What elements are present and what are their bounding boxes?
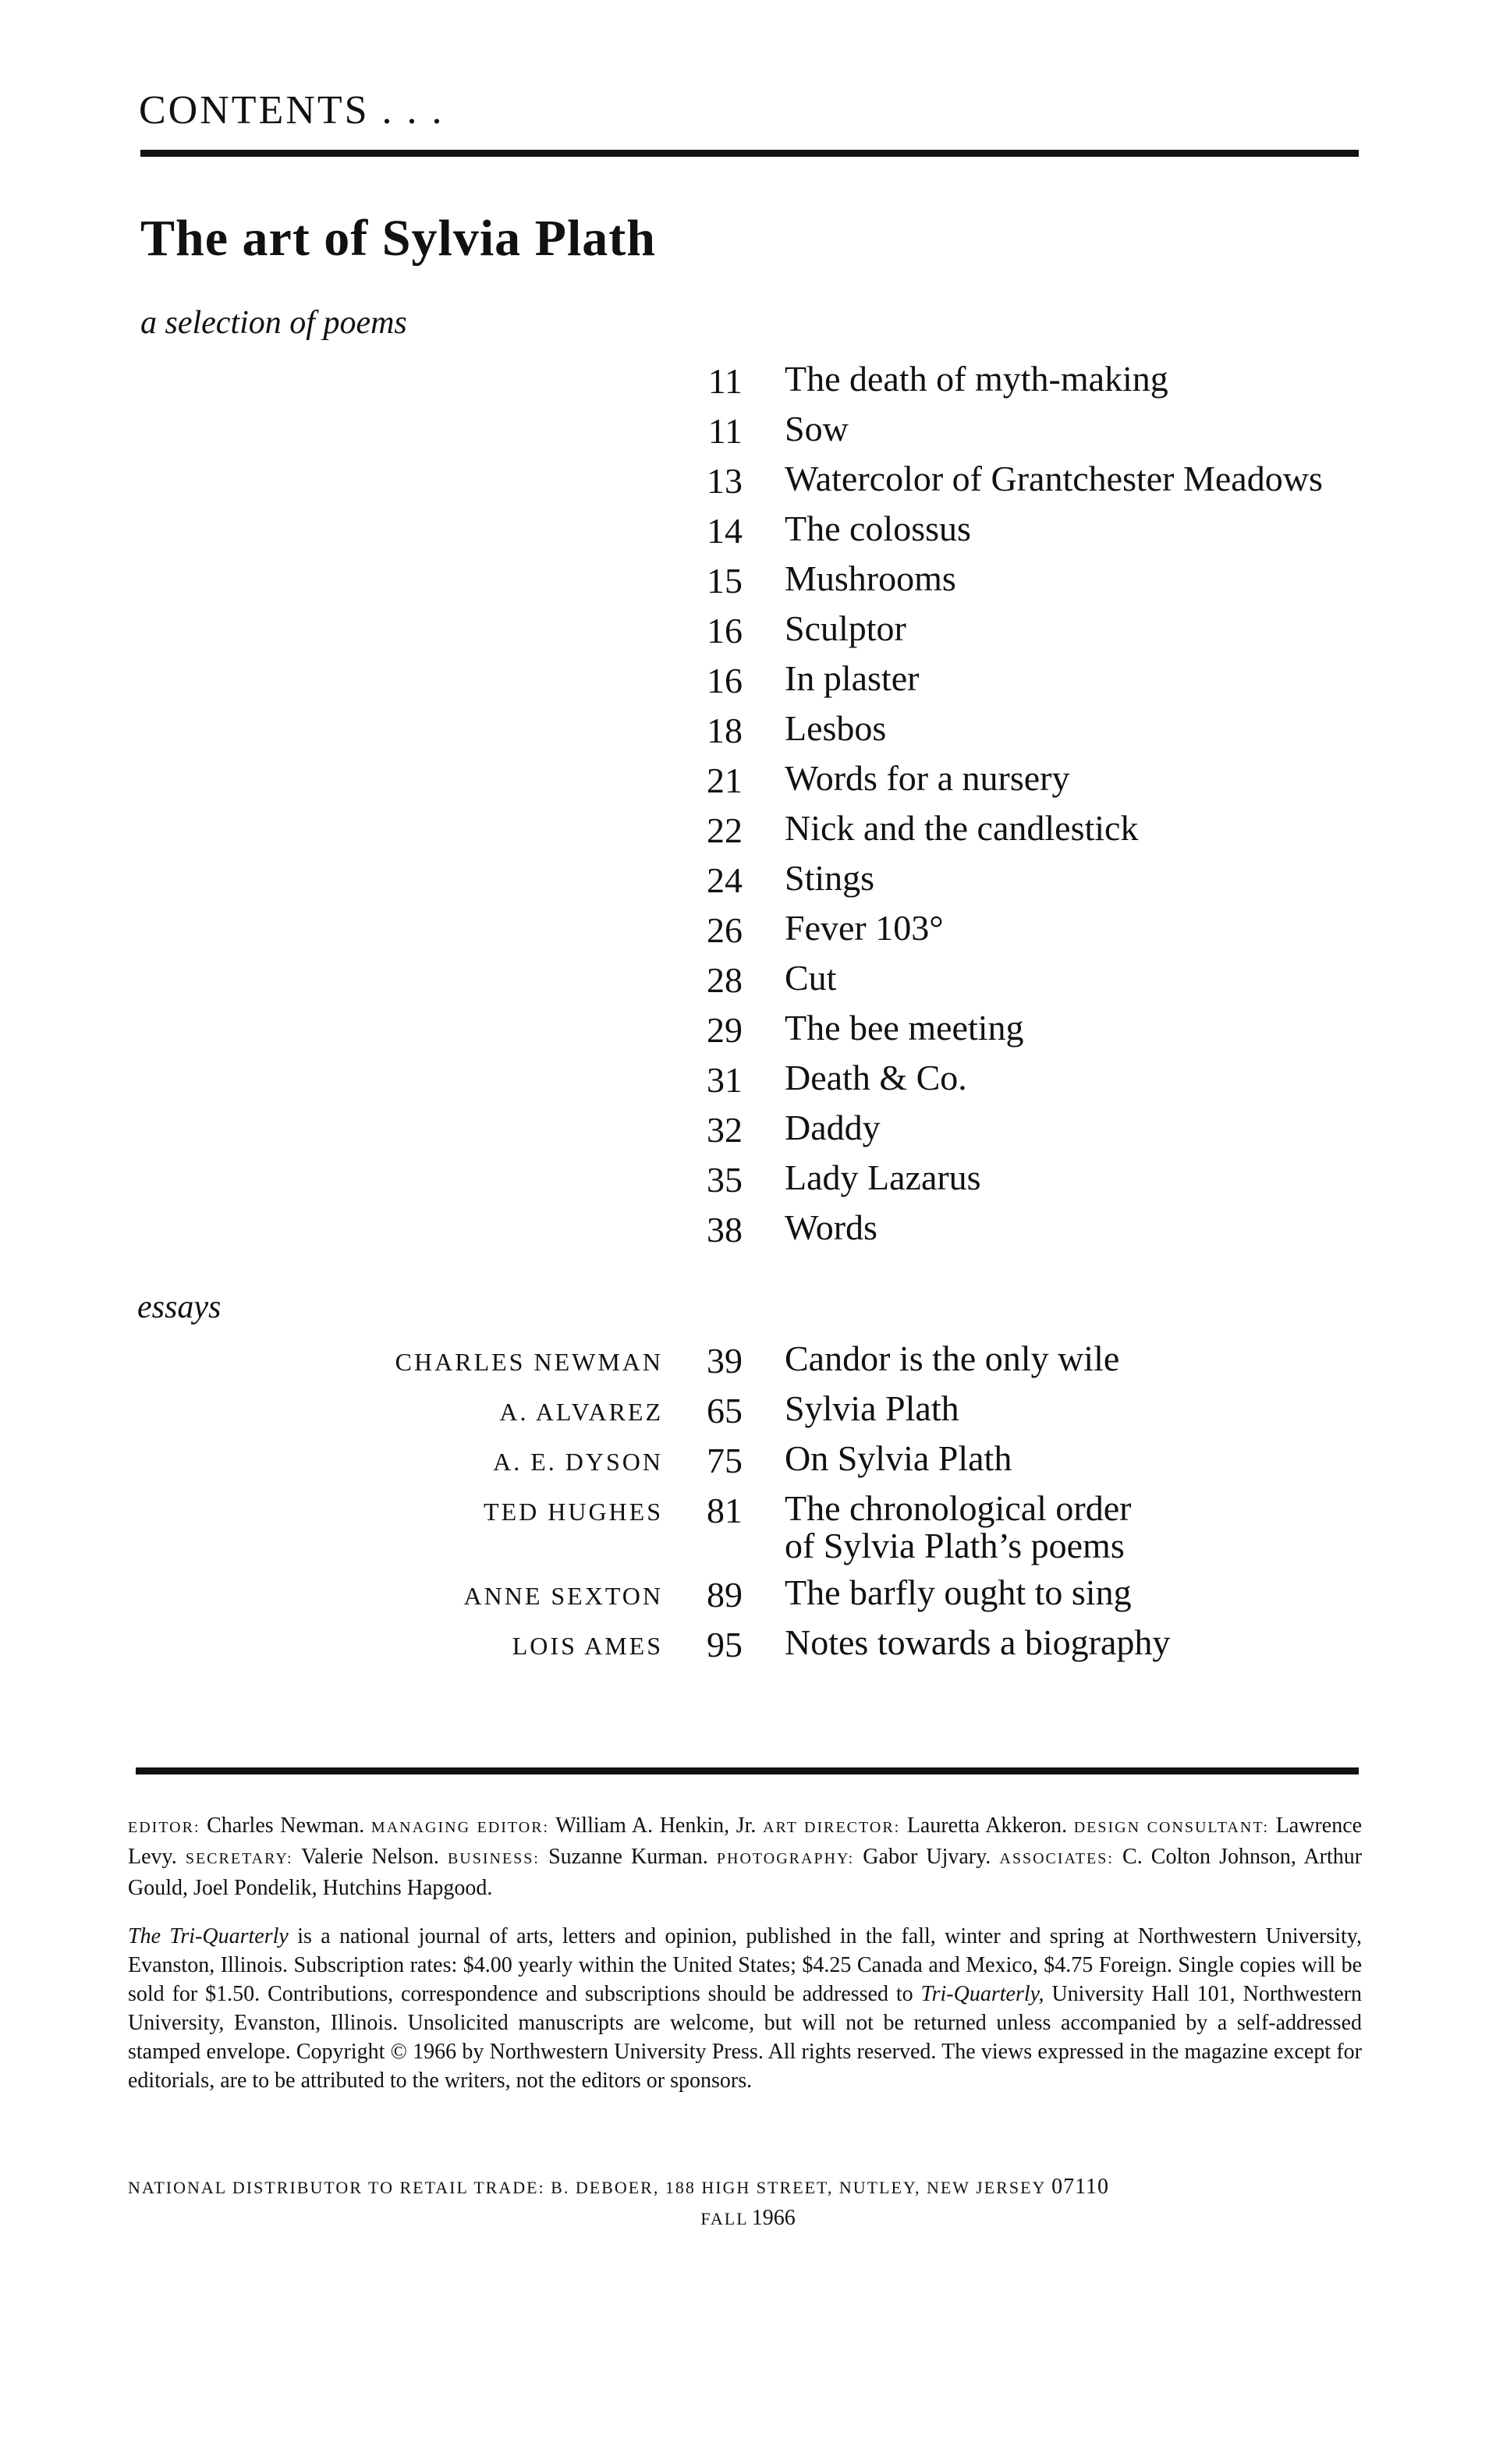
poem-title: The bee meeting — [785, 1008, 1024, 1048]
publication-text: is a national journal of arts, letters and opinion, published in the fall, winter and spring at Northwestern University, Evanston, Illinois. Subscription rates: $4.00 yearly within the United States; $4.25 Canada and Mexico, $4.75 Foreign. Single copies will be sold for $1.50. Contributions, correspondence and subscriptions should be addressed to — [128, 1924, 1362, 2006]
page-number: 38 — [707, 1210, 743, 1250]
essay-author: A. ALVAREZ — [499, 1398, 663, 1426]
essay-entry — [0, 1624, 1496, 1671]
staff-name: C. Colton Johnson, Arthur Gould, Joel Pondelik, Hutchins Hapgood. — [128, 1845, 1363, 1900]
poem-title: Sow — [785, 409, 849, 448]
poem-title: Words — [785, 1207, 877, 1247]
section-title: The art of Sylvia Plath — [140, 210, 656, 267]
poem-entry — [0, 660, 1496, 707]
page-number: 15 — [707, 561, 743, 601]
poem-entry — [0, 1009, 1496, 1056]
essay-entry — [0, 1390, 1496, 1437]
poem-title: Mushrooms — [785, 558, 956, 598]
poem-entry — [0, 959, 1496, 1006]
page-number: 89 — [707, 1575, 743, 1615]
page-number: 21 — [707, 760, 743, 800]
poem-title: Words for a nursery — [785, 758, 1070, 798]
staff-name: William A. Henkin, Jr. — [555, 1813, 757, 1838]
page-number: 35 — [707, 1160, 743, 1200]
poem-entry — [0, 1209, 1496, 1256]
poem-entry — [0, 410, 1496, 457]
poem-entry — [0, 560, 1496, 607]
staff-name: Lawrence Levy. — [128, 1813, 1363, 1869]
issue-season: FALL — [700, 2209, 749, 2228]
section-subtitle: a selection of poems — [140, 305, 407, 341]
poem-entry — [0, 610, 1496, 657]
essay-entry — [0, 1488, 1496, 1565]
poem-title: Death & Co. — [785, 1058, 967, 1097]
essays-heading: essays — [137, 1289, 222, 1325]
essay-title: Candor is the only wile — [785, 1338, 1120, 1378]
staff-name: Gabor Ujvary. — [863, 1845, 991, 1869]
page-number: 24 — [707, 860, 743, 900]
poem-entry — [0, 460, 1496, 507]
distributor-zip: 07110 — [1051, 2175, 1110, 2199]
staff-name: Suzanne Kurman. — [548, 1845, 708, 1869]
essay-author: A. E. DYSON — [493, 1448, 663, 1476]
poem-entry — [0, 1159, 1496, 1206]
role-label: DESIGN CONSULTANT: — [1073, 1819, 1270, 1836]
staff-name: Lauretta Akkeron. — [906, 1813, 1068, 1838]
poem-title: Stings — [785, 858, 875, 898]
essay-entry — [0, 1340, 1496, 1387]
poem-title: Fever 103° — [785, 908, 944, 948]
essay-title: The barfly ought to sing — [785, 1572, 1132, 1612]
page-number: 65 — [707, 1391, 743, 1431]
poem-title: The colossus — [785, 509, 971, 548]
poem-title: Sculptor — [785, 608, 906, 648]
issue-year: 1966 — [751, 2206, 796, 2230]
page-number: 11 — [707, 411, 743, 451]
page-number: 39 — [707, 1341, 743, 1381]
page-number: 29 — [707, 1010, 743, 1050]
poem-entry — [0, 510, 1496, 557]
essay-author: LOIS AMES — [512, 1632, 663, 1660]
magazine-name: The Tri-Quarterly — [128, 1924, 289, 1948]
masthead — [128, 1811, 1362, 1902]
magazine-short-name: Tri-Quarterly, — [920, 1982, 1044, 2006]
essay-title: Sylvia Plath — [785, 1388, 959, 1428]
staff-name: Charles Newman. — [207, 1813, 365, 1838]
essay-author: CHARLES NEWMAN — [395, 1348, 663, 1376]
role-label: BUSINESS: — [447, 1850, 540, 1867]
poem-title: The death of myth-making — [785, 359, 1168, 399]
poem-entry — [0, 710, 1496, 757]
essay-entry — [0, 1440, 1496, 1487]
page-number: 14 — [707, 511, 743, 551]
distributor-label: NATIONAL DISTRIBUTOR TO RETAIL TRADE: — [128, 2178, 545, 2197]
page-number: 16 — [707, 611, 743, 651]
poem-entry — [0, 360, 1496, 407]
essay-title: Notes towards a biography — [785, 1622, 1171, 1662]
poem-entry — [0, 1059, 1496, 1106]
page-number: 16 — [707, 661, 743, 700]
page-number: 11 — [707, 361, 743, 401]
role-label: ART DIRECTOR: — [763, 1819, 901, 1836]
essay-author: ANNE SEXTON — [463, 1582, 663, 1610]
essay-title: The chronological order of Sylvia Plath’s poems — [785, 1488, 1132, 1565]
page-number: 31 — [707, 1060, 743, 1100]
essay-title: On Sylvia Plath — [785, 1438, 1012, 1478]
role-label: EDITOR: — [128, 1819, 200, 1836]
page-number: 18 — [707, 711, 743, 750]
staff-name: Valerie Nelson. — [301, 1845, 439, 1869]
top-rule — [140, 150, 1359, 157]
poem-title: Lady Lazarus — [785, 1158, 981, 1197]
page-number: 22 — [707, 810, 743, 850]
poem-title: Daddy — [785, 1108, 881, 1147]
page-number: 13 — [707, 461, 743, 501]
poem-entry — [0, 810, 1496, 856]
poem-entry — [0, 760, 1496, 807]
role-label: SECRETARY: — [185, 1850, 293, 1867]
issue-date — [0, 2206, 1496, 2231]
page-number: 32 — [707, 1110, 743, 1150]
contents-heading: CONTENTS . . . — [139, 88, 445, 133]
role-label: MANAGING EDITOR: — [370, 1819, 550, 1836]
poem-title: Lesbos — [785, 708, 887, 748]
role-label: ASSOCIATES: — [999, 1850, 1114, 1867]
role-label: PHOTOGRAPHY: — [716, 1850, 855, 1867]
page-number: 81 — [707, 1491, 743, 1530]
poem-title: Cut — [785, 958, 837, 998]
distributor-line — [128, 2175, 1109, 2200]
distributor-address: B. DEBOER, 188 HIGH STREET, NUTLEY, NEW JERSEY — [551, 2178, 1046, 2197]
essay-author: TED HUGHES — [484, 1498, 663, 1526]
poem-entry — [0, 860, 1496, 906]
poem-entry — [0, 909, 1496, 956]
poem-title: In plaster — [785, 658, 920, 698]
poem-title: Nick and the candlestick — [785, 808, 1139, 848]
bottom-rule — [136, 1767, 1359, 1774]
page-number: 75 — [707, 1441, 743, 1480]
page-number: 28 — [707, 960, 743, 1000]
essay-entry — [0, 1574, 1496, 1621]
page-number: 26 — [707, 910, 743, 950]
poem-title: Watercolor of Grantchester Meadows — [785, 459, 1323, 498]
publication-info — [128, 1922, 1362, 2095]
poem-entry — [0, 1109, 1496, 1156]
page-number: 95 — [707, 1625, 743, 1665]
publication-text: University Hall 101, Northwestern University, Evanston, Illinois. Unsolicited manuscripts are welcome, but will not be returned unless accompanied by a self-addressed stamped envelope. Copyright © 1966 by Northwestern University Press. All rights reserved. The views expressed in the magazine except for editorials, are to be attributed to the writers, not the editors or sponsors. — [128, 1982, 1362, 2093]
